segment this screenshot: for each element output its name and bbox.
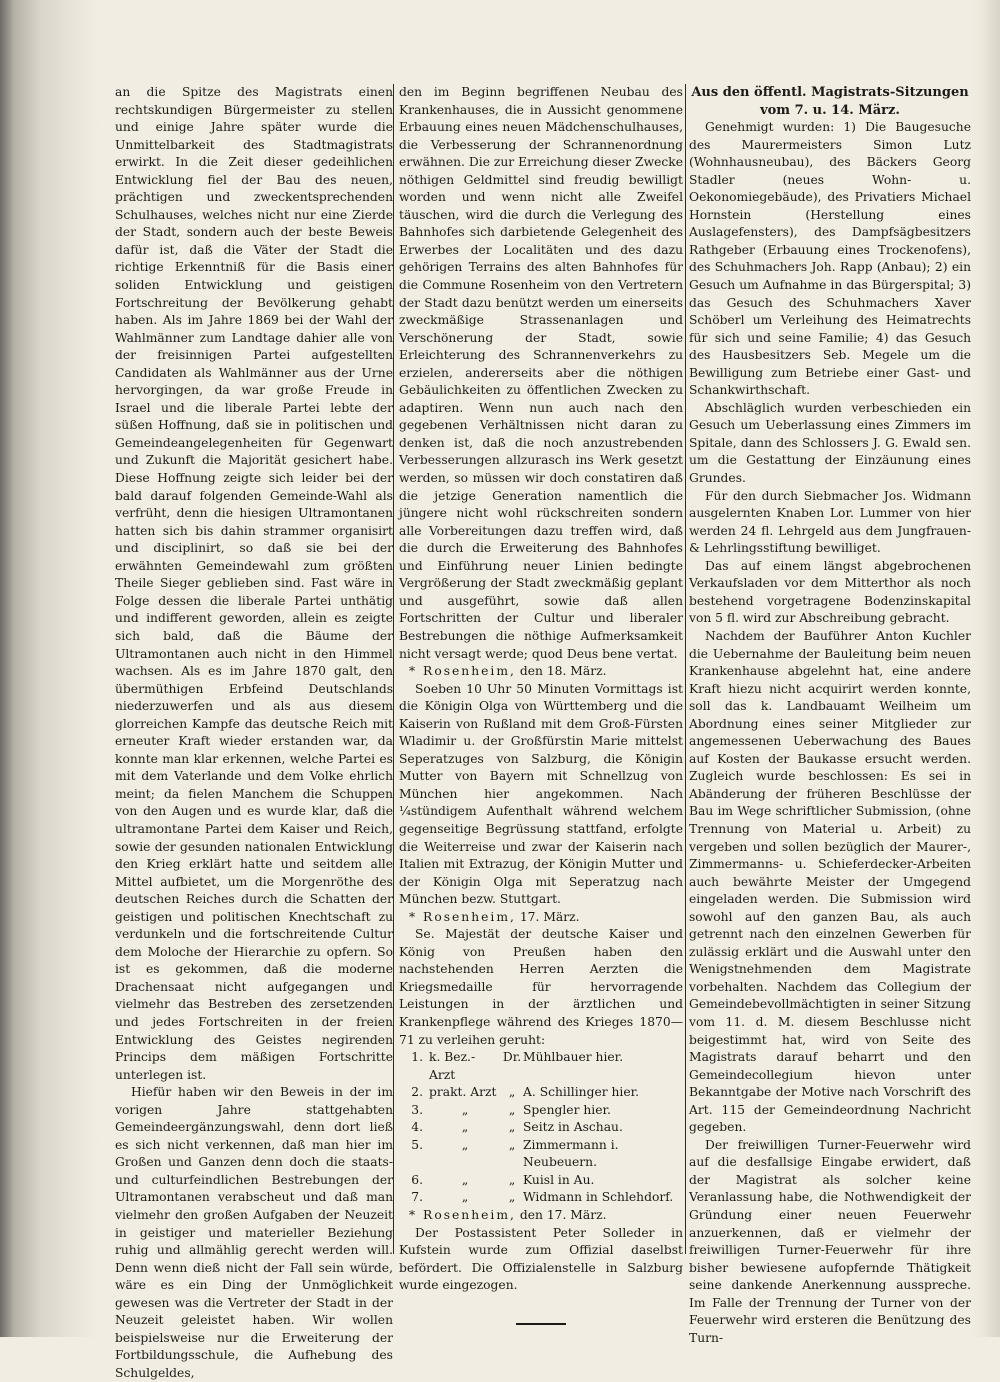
article-paragraph: den im Beginn begriffenen Neubau des Krankenhauses, die in Aussicht genommene Erbauung eines neuen Mädchenschulhauses, die Verbesserung der Schrannenordnung erwähnen. Die zur Erreichung dieser Zwecke nöthigen Geldmittel sind freudig bewilligt worden und wenn nicht alle Zweifel täuschen, wird die durch die Verlegung des Bahnhofes sich darbietende Gelegenheit des Erwerbes der Localitäten und des dazu gehörigen Terrains des alten Bahnhofes für die Commune Rosenheim von den Vertretern der Stadt dazu benützt werden um einerseits zweckmäßige Strassenanlagen und Verschönerung der Stadt, sowie Erleichterung des Schrannenverkehrs zu erzielen, andererseits aber die nöthigen Gebäulichkeiten zu öffentlichen Zwecken zu adaptiren. Wenn nun auch nach den gegebenen Verhältnissen nicht daran zu denken ist, daß die noch anzustrebenden Verbesserungen allzurasch ins Werk gesetzt werden, so müssen wir doch constatiren daß die jetzige Generation namentlich die jüngere nicht wohl rückschreiten sondern alle Vorbereitungen dazu treffen wird, daß die durch die Erweiterung des Bahnhofes und Einführung neuer Linien bedingte Vergrößerung der Stadt zweckmäßig geplant und ausgeführt, sowie daß allen Fortschritten der Cultur und liberaler Bestrebungen die nöthige Aufmerksamkeit nicht versagt werde; quod Deus bene vertat. — [399, 85, 683, 661]
list-item: 4. „ „ Seitz in Aschau. — [411, 1120, 623, 1135]
column-3 — [689, 84, 971, 1347]
page-edge-shadow — [970, 0, 1000, 1337]
dateline-place: * Rosenheim, — [409, 909, 516, 924]
dateline — [399, 909, 683, 927]
newspaper-page — [107, 84, 973, 1380]
section-end-rule — [516, 1323, 566, 1325]
column-rule-1 — [393, 84, 394, 1254]
dateline-date: 17. März. — [519, 909, 580, 924]
section-heading: Aus den öffentl. Magistrats-Sitzungen vom 7. u. 14. März. — [691, 85, 969, 118]
list-item: 1. k. Bez.-Arzt Dr. Mühlbauer hier. — [411, 1050, 624, 1082]
news-item: Soeben 10 Uhr 50 Minuten Vormittags ist die Königin Olga von Württemberg und die Kaiserin von Rußland mit dem Groß-Fürsten Wladimir u. der Großfürstin Marie mittelst Seperatzuges von Salzburg, die Königin Mutter von Bayern mit Schnellzug von München hier angekommen. Nach ¼stündigem Aufenthalt während welchem gegenseitige Begrüssung stattfand, erfolgte die Weiterreise und zwar der Kaiserin nach Italien mit Extrazug, der Königin Mutter und der Königin Olga mit Seperatzug nach München bezw. Stuttgart. — [399, 681, 683, 907]
news-item: Der Postassistent Peter Solleder in Kufstein wurde zum Offizial daselbst befördert. Die Offizialenstelle in Salzburg wurde eingezogen. — [399, 1225, 683, 1293]
dateline-date: den 17. März. — [519, 1208, 607, 1222]
list-item: 5. „ „ Zimmermann i. Neubeuern. — [411, 1137, 619, 1170]
dateline-date: den 18. März. — [519, 664, 607, 679]
column-1 — [115, 84, 393, 1382]
article-paragraph: an die Spitze des Magistrats einen rechtskundigen Bürgermeister zu stellen und einige Jahre später wurde die Unmittelbarkeit des Stadtmagistrats erwirkt. In die Zeit dieser gedeihlichen Entwicklung fiel der Bau des neuen, prächtigen und zweckentsprechenden Schulhauses, welches nicht nur eine Zierde der Stadt, sondern auch der beste Beweis dafür ist, daß die Väter der Stadt die richtige Erkenntniß für die Basis einer soliden Entwicklung und geistigen Fortschreitung der Bevölkerung gehabt haben. Als im Jahre 1869 bei der Wahl der Wahlmänner zum Landtage dahier alle von der freisinnigen Partei aufgestellten Candidaten als Wahlmänner aus der Urne hervorgingen, da war große Freude in Israel und die liberale Partei lebte der süßen Hoffnung, daß sie in politischen und Gemeindeangelegenheiten für Gegenwart und Zukunft die Majorität gesichert habe. Diese Hoffnung zeigte sich leider bei der bald darauf folgenden Gemeinde-Wahl als verfrüht, denn die hiesigen Ultramontanen hatten sich bis dahin strammer organisirt und disciplinirt, so daß sie bei der erwähnten Gemeindewahl zum größten Theile Sieger geblieben sind. Fast wäre in Folge dessen die liberale Partei unthätig und indifferent geworden, allein es zeigte sich bald, daß die Bäume der Ultramontanen auch nicht in den Himmel wachsen. Als es im Jahre 1870 galt, den übermüthigen Erbfeind Deutschlands niederzuwerfen und als aus diesem glorreichen Kampfe das deutsche Reich mit erneuter Kraft wieder erstanden war, da konnte man klar erkennen, welche Partei es mit dem Vaterlande und dem Volke ehrlich meint; da fielen Manchem die Schuppen von den Augen und es wurde klar, daß die ultramontane Partei dem Kaiser und Reich, sowie der gesunden nationalen Entwicklung den Krieg erklärt hatte und seitdem alle Mittel aufbietet, um die Morgenröthe des deutschen Reiches durch die Schatten der geistigen und politischen Knechtschaft zu verdunkeln und die fortschreitende Cultur dem Moloche der Hierarchie zu opfern. So ist es gekommen, daß die moderne Drachensaat nicht aufgegangen und vielmehr das Bestreben des zersetzenden und jedes Fortschreiten in der freien Entwicklung des Geistes negirenden Princips dem mäßigen Fortschritte unterlegen ist. — [115, 85, 393, 1082]
article-paragraph: Das auf einem längst abgebrochenen Verkaufsladen vor dem Mitterthor als noch bestehend vorgetragene Bodenzinskapital von 5 fl. wird zur Abschreibung gebracht. — [689, 558, 971, 626]
column-rule-2 — [685, 84, 686, 1254]
list-item: 6. „ „ Kuisl in Au. — [411, 1172, 595, 1187]
article-paragraph: Hiefür haben wir den Beweis in der im vorigen Jahre stattgehabten Gemeindeergänzungswahl, denn dort ließ es sich nicht verkennen, daß man hier im Großen und Ganzen denn doch die staats- und culturfeindlichen Bestrebungen der Ultramontanen verabscheut und daß man vielmehr den großen Aufgaben der Neuzeit in geistiger und materieller Beziehung ruhig und allmählig gerecht werden will. Denn wenn dieß nicht der Fall sein würde, wäre es ein Ding der Unmöglichkeit gewesen was die Vertreter der Stadt in der Neuzeit geleistet haben. Wir wollen beispielsweise nur die Erweiterung der Fortbildungsschule, die Aufhebung des Schulgeldes, — [115, 1085, 393, 1380]
column-2 — [399, 84, 683, 1325]
dateline — [399, 663, 683, 681]
article-paragraph: Für den durch Siebmacher Jos. Widmann ausgelernten Knaben Lor. Lummer von hier werden 24 fl. Lehrgeld aus dem Jungfrauen- & Lehrlingsstiftung bewilliget. — [689, 488, 971, 556]
article-paragraph: Abschläglich wurden verbeschieden ein Gesuch um Ueberlassung eines Zimmers im Spitale, dann des Schlossers J. G. Ewald sen. um die Gestattung der Einzäunung eines Grundes. — [689, 400, 971, 486]
news-item: Se. Majestät der deutsche Kaiser und König von Preußen haben den nachstehenden Herren Aerzten die Kriegsmedaille für hervorragende Leistungen in der ärztlichen und Krankenpflege während des Krieges 1870—71 zu verleihen geruht: — [399, 927, 683, 1047]
list-item: 7. „ „ Widmann in Schlehdorf. — [411, 1190, 674, 1205]
article-paragraph: Nachdem der Bauführer Anton Kuchler die Uebernahme der Bauleitung beim neuen Krankenhause abgelehnt hat, eine andere Kraft hiezu nicht acquirirt werden konnte, soll das k. Landbauamt Weilheim um Abordnung eines seiner Mitglieder zur angemessenen Ueberwachung des Baues auf Kosten der Baukasse ersucht werden. Zugleich wurde beschlossen: Es sei in Abänderung der früheren Beschlüsse der Bau im Wege schriftlicher Submission, (ohne Trennung von Material u. Arbeit) zu vergeben und sollen bezüglich der Maurer-, Zimmermanns- u. Schieferdecker-Arbeiten auch bewährte Meister der Umgegend eingeladen werden. Die Submission wird sowohl auf den ganzen Bau, als auch getrennt nach den einzelnen Gewerben für zulässig erklärt und die Auswahl unter den Wenigstnehmenden dem Magistrate vorbehalten. Nachdem das Collegium der Gemeindebevollmächtigten in seiner Sitzung vom 11. d. M. diesem Beschlusse nicht beigestimmt hat, wird von Seite des Magistrats darauf beharrt und den Gemeindecollegium hievon unter Bekanntgabe der Motive nach Vorschrift des Art. 115 der Gemeindeordnung Nachricht gegeben. — [689, 628, 971, 1135]
dateline — [399, 1207, 683, 1225]
dateline-place: * Rosenheim, — [409, 664, 516, 679]
dateline-place: * Rosenheim, — [409, 1208, 516, 1222]
article-paragraph: Der freiwilligen Turner-Feuerwehr wird auf die desfallsige Eingabe erwidert, daß der Magistrat als solcher keine Veranlassung habe, die Nothwendigkeit der Gründung einer neuen Feuerwehr anzuerkennen, daß er vielmehr der freiwilligen Turner-Feuerwehr für ihre bisher bewiesene aufopfernde Thätigkeit seine dankende Anerkennung ausspreche. Im Falle der Trennung der Turner von der Feuerwehr wird ersteren die Benützung des Turn- — [689, 1137, 971, 1345]
page-binding-shadow — [0, 0, 100, 1337]
article-paragraph: Genehmigt wurden: 1) Die Baugesuche des Maurermeisters Simon Lutz (Wohnhausneubau), des Bäckers Georg Stadler (neues Wohn- u. Oekonomiegebäude), des Privatiers Michael Hornstein (Herstellung eines Auslagefensters), des Dampfsägbesitzers Rathgeber (Erbauung eines Trockenofens), des Schuhmachers Joh. Rapp (Anbau); 2) ein Gesuch um Aufnahme in das Bürgerspital; 3) das Gesuch des Schuhmachers Xaver Schöberl um Verleihung des Heimatrechts für sich und seine Familie; 4) das Gesuch des Hausbesitzers Seb. Megele um die Bewilligung zum Betriebe einer Gast- und Schankwirthschaft. — [689, 120, 971, 398]
physician-list — [399, 1049, 683, 1207]
list-item: 2. prakt. Arzt „ A. Schillinger hier. — [411, 1085, 640, 1100]
list-item: 3. „ „ Spengler hier. — [411, 1102, 611, 1117]
